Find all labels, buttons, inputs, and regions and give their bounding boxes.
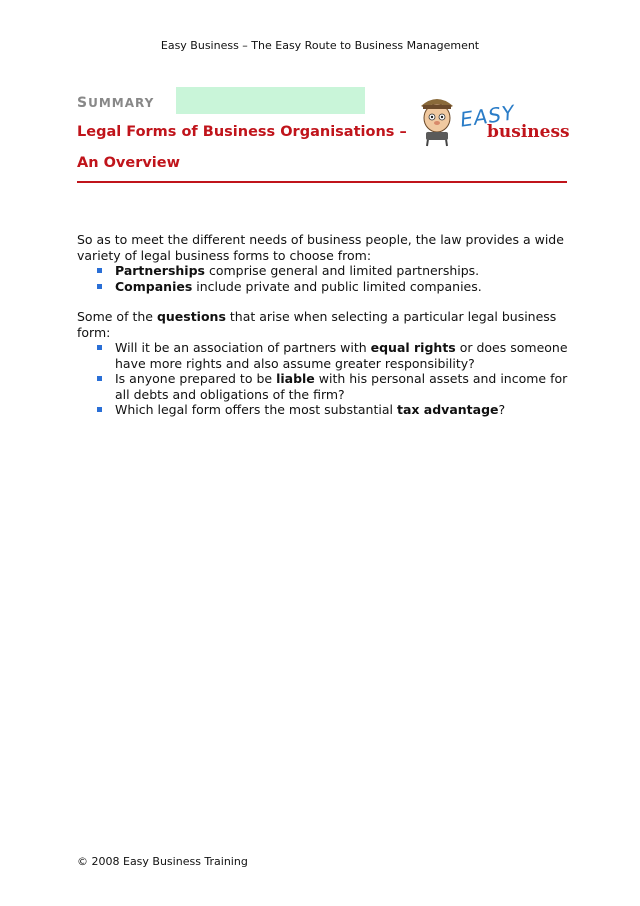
questions-list xyxy=(77,340,577,418)
list-item-text: Will it be an association of partners with xyxy=(115,340,371,355)
list-item-bold: Companies xyxy=(115,278,193,294)
list-item xyxy=(77,279,577,295)
list-item-text: or does someone have more rights and also assume greater responsibility? xyxy=(115,340,568,371)
page-title-line1: Legal Forms of Business Organisations – xyxy=(77,124,407,140)
list-item-text: Is anyone prepared to be xyxy=(115,371,277,386)
paragraph-questions xyxy=(77,309,577,418)
paragraph-intro: So as to meet the different needs of business people, the law provides a wide variety of legal business forms to choose from: xyxy=(77,232,564,263)
section-label-rest: UMMARY xyxy=(88,96,155,110)
list-item-bold: equal rights xyxy=(370,340,456,355)
intro-text: that arise when selecting a particular legal business form: xyxy=(77,309,557,340)
bullet-icon xyxy=(97,345,102,350)
forms-list xyxy=(77,263,577,294)
list-item xyxy=(77,371,577,402)
list-item-text: comprise general and limited partnerships. xyxy=(204,263,480,278)
bullet-icon xyxy=(97,407,102,412)
section-label xyxy=(77,95,154,111)
page-footer: © 2008 Easy Business Training xyxy=(77,855,248,868)
list-item-text: include private and public limited companies. xyxy=(192,278,482,294)
list-item-bold: tax advantage xyxy=(396,402,499,417)
page-header: Easy Business – The Easy Route to Business Management xyxy=(160,39,480,52)
bullet-icon xyxy=(97,284,102,289)
bullet-icon xyxy=(97,376,102,381)
list-item-text: Which legal form offers the most substantial xyxy=(115,402,397,417)
list-item xyxy=(77,263,577,279)
intro-text: Some of the xyxy=(77,309,157,324)
bullet-icon xyxy=(97,268,102,273)
list-item-text: ? xyxy=(498,402,506,417)
intro-bold: questions xyxy=(156,309,226,324)
list-item xyxy=(77,340,577,371)
logo-text-easy: EASY xyxy=(458,100,517,132)
list-item-bold: Partnerships xyxy=(115,263,205,278)
paragraph-intro xyxy=(77,309,577,340)
list-item xyxy=(77,402,577,418)
paragraph-forms xyxy=(77,232,577,294)
list-item-text: with his personal assets and income for all debts and obligations of the firm? xyxy=(115,371,568,402)
mascot-icon xyxy=(421,99,453,146)
page-title-line2: An Overview xyxy=(77,155,181,171)
logo-text-business: business xyxy=(487,122,570,142)
list-item-bold: liable xyxy=(276,371,315,386)
title-divider xyxy=(77,181,567,183)
highlight-box xyxy=(176,87,365,114)
section-label-initial: S xyxy=(77,95,89,111)
